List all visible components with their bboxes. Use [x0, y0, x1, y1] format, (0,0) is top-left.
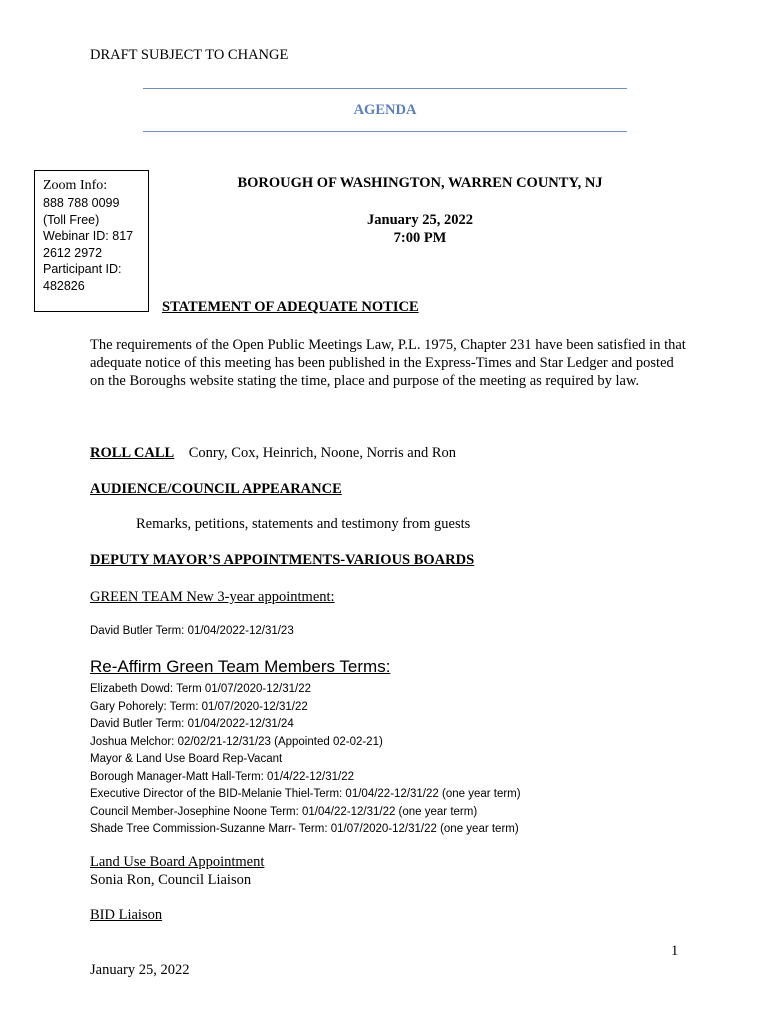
page-number: 1 [671, 943, 679, 959]
notice-text: The requirements of the Open Public Meetings Law, P.L. 1975, Chapter 231 have been satisfied in that adequate notice of this meeting has been published in the Express-Times and Star Ledger and posted on the Boroughs website stating the time, place and purpose of the meeting as required by law. [90, 337, 686, 389]
meeting-date: January 25, 2022 [367, 212, 473, 228]
draft-notice: DRAFT SUBJECT TO CHANGE [90, 47, 289, 63]
appointments-heading: DEPUTY MAYOR’S APPOINTMENTS-VARIOUS BOARDS [90, 552, 475, 568]
audience-text: Remarks, petitions, statements and testimony from guests [136, 516, 471, 532]
list-item: Gary Pohorely: Term: 01/07/2020-12/31/22 [90, 700, 308, 713]
reaffirm-member-list [90, 681, 521, 839]
zoom-line: (Toll Free) [43, 212, 100, 227]
borough-title: BOROUGH OF WASHINGTON, WARREN COUNTY, NJ [237, 175, 603, 191]
bottom-rule [143, 131, 627, 132]
green-team-heading: GREEN TEAM New 3-year appointment: [90, 589, 335, 605]
meeting-datetime [160, 211, 680, 247]
list-item: Executive Director of the BID-Melanie Thiel-Term: 01/04/22-12/31/22 (one year term) [90, 788, 521, 800]
agenda-title: AGENDA [353, 102, 417, 118]
list-item: Council Member-Josephine Noone Term: 01/04/22-12/31/22 (one year term) [90, 805, 478, 818]
roll-call-members: Conry, Cox, Heinrich, Noone, Norris and Ron [188, 445, 456, 461]
bid-liaison-heading: BID Liaison [90, 907, 163, 923]
notice-heading: STATEMENT OF ADEQUATE NOTICE [162, 299, 419, 315]
top-rule [143, 88, 627, 89]
zoom-info-box [34, 170, 149, 312]
zoom-line: Webinar ID: 817 [43, 229, 134, 243]
zoom-line: 888 788 0099 [43, 196, 120, 210]
list-item: Joshua Melchor: 02/02/21-12/31/23 (Appointed 02-02-21) [90, 735, 383, 748]
meeting-time: 7:00 PM [393, 230, 447, 246]
list-item: Borough Manager-Matt Hall-Term: 01/4/22-12/31/22 [90, 770, 355, 783]
roll-call-heading: ROLL CALL [90, 445, 175, 461]
land-use-text: Sonia Ron, Council Liaison [90, 872, 252, 888]
zoom-info-title: Zoom Info: [43, 178, 108, 193]
list-item: Mayor & Land Use Board Rep-Vacant [90, 753, 283, 765]
list-item: Elizabeth Dowd: Term 01/07/2020-12/31/22 [90, 683, 311, 695]
audience-heading: AUDIENCE/COUNCIL APPEARANCE [90, 481, 342, 497]
reaffirm-heading: Re-Affirm Green Team Members Terms: [90, 657, 391, 676]
footer-date: January 25, 2022 [90, 962, 190, 978]
list-item: David Butler Term: 01/04/2022-12/31/24 [90, 718, 294, 730]
list-item: Shade Tree Commission-Suzanne Marr- Term: 01/07/2020-12/31/22 (one year term) [90, 823, 519, 835]
zoom-line: Participant ID: [43, 262, 122, 276]
zoom-line: 482826 [43, 278, 85, 293]
green-team-new-member: David Butler Term: 01/04/2022-12/31/23 [90, 625, 294, 637]
zoom-line: 2612 2972 [43, 245, 103, 260]
land-use-heading: Land Use Board Appointment [90, 854, 265, 870]
roll-call [90, 445, 456, 462]
